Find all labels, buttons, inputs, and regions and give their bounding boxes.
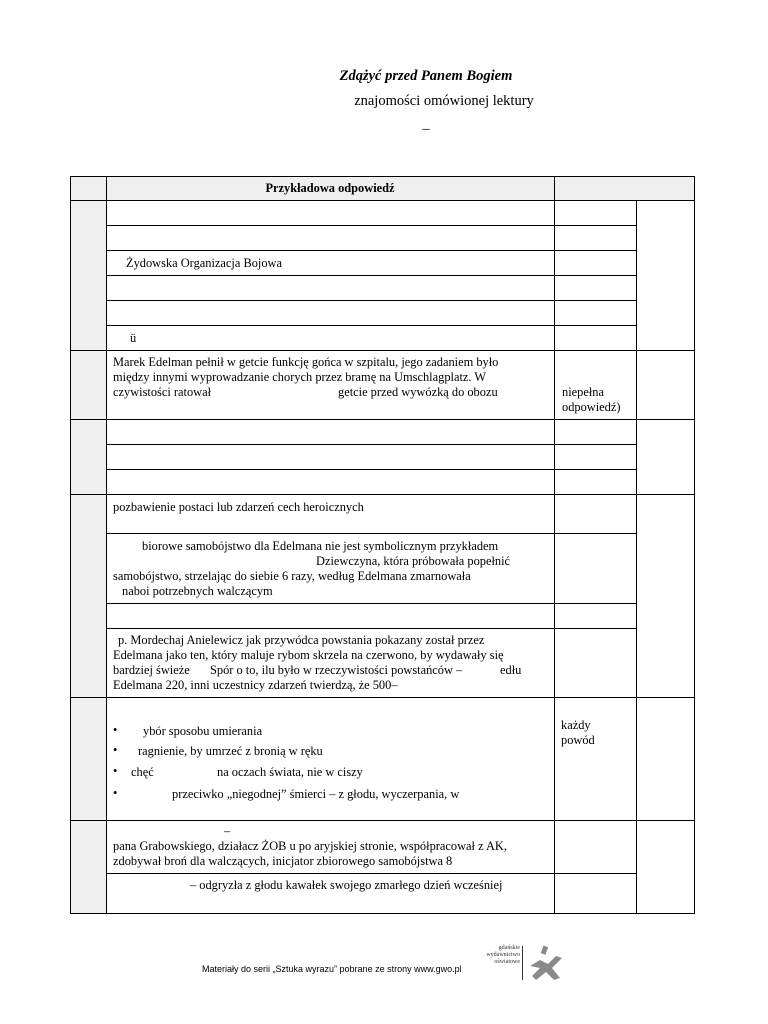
answer-anielewicz-line-3a: bardziej świeże (113, 663, 190, 677)
subrow-line (106, 533, 637, 534)
subrow-line (106, 603, 637, 604)
answer-last: – odgryzła z głodu kawałek swojego zmarłego dzień wcześniej (190, 878, 503, 892)
subrow-line (106, 275, 637, 276)
subrow-line (106, 325, 637, 326)
header-dash: – (422, 121, 430, 137)
logo-text-line-3: oświatowe (494, 959, 520, 965)
row-line (70, 200, 695, 201)
col-line-number (106, 176, 107, 914)
answer-suicide-line-1: biorowe samobójstwo dla Edelmana nie jest symbolicznym przykładem (142, 539, 499, 553)
subrow-line (106, 873, 637, 874)
answer-heroic: pozbawienie postaci lub zdarzeń cech heroicznych (113, 500, 364, 514)
points-each-line-1: każdy (561, 718, 591, 732)
col-line-points (636, 200, 637, 914)
answer-anielewicz-line-3c: edłu (500, 663, 522, 677)
row-line (70, 350, 695, 351)
bullet-2: ragnienie, by umrzeć z bronią w ręku (138, 744, 323, 758)
answer-mark: ü (130, 331, 137, 345)
points-note-line-2: odpowiedź) (562, 400, 621, 414)
row-line (70, 697, 695, 698)
table-border-right (694, 176, 695, 914)
row-line (70, 820, 695, 821)
bullet-3b: na oczach świata, nie w ciszy (217, 765, 363, 779)
table-border-left (70, 176, 71, 914)
logo-text-line-1: gdańskie (498, 945, 520, 951)
subrow-line (106, 250, 637, 251)
logo-separator (522, 946, 523, 980)
answer-grabowski-line-2: zdobywał broń dla walczących, inicjator zbiorowego samobójstwa 8 (113, 854, 453, 868)
answer-grabowski-dash: – (224, 824, 231, 838)
points-each-line-2: powód (561, 733, 595, 747)
row-line (70, 419, 695, 420)
row-line (70, 494, 695, 495)
publisher-logo-text (480, 945, 520, 966)
document-subtitle: znajomości omówionej lektury (354, 93, 534, 109)
subrow-line (106, 225, 637, 226)
answer-suicide-line-2: Dziewczyna, która próbowała popełnić (316, 554, 511, 568)
column-header-answer: Przykładowa odpowiedź (265, 181, 395, 195)
table-border-bottom (70, 913, 695, 914)
answer-anielewicz-line-3b: Spór o to, ilu było w rzeczywistości powstańców – (210, 663, 463, 677)
bullet-3a: chęć (131, 765, 154, 779)
answer-edelman-line-1: Marek Edelman pełnił w getcie funkcję gońca w szpitalu, jego zadaniem było (113, 355, 499, 369)
answer-edelman-line-3a: czywistości ratował (113, 385, 212, 399)
bullet-2-mark: • (113, 743, 118, 757)
bullet-4: przeciwko „niegodnej” śmierci – z głodu, wyczerpania, w (172, 787, 460, 801)
answer-suicide-line-3: samobójstwo, strzelając do siebie 6 razy, według Edelmana zmarnowała (113, 569, 471, 583)
bullet-4-mark: • (113, 786, 118, 800)
subrow-line (106, 444, 637, 445)
number-column-shade (70, 200, 106, 913)
subrow-line (106, 469, 637, 470)
answer-anielewicz-line-4: Edelmana 220, inni uczestnicy zdarzeń twierdzą, że 500– (113, 678, 398, 692)
bullet-1: ybór sposobu umierania (143, 724, 263, 738)
answer-anielewicz-line-1: p. Mordechaj Anielewicz jak przywódca powstania pokazany został przez (118, 633, 485, 647)
answer-edelman-line-3b: getcie przed wywózką do obozu (338, 385, 498, 399)
subrow-line (106, 628, 637, 629)
logo-text-line-2: wydawnictwo (486, 952, 520, 958)
publisher-logo-icon (526, 944, 566, 984)
bullet-3-mark: • (113, 764, 118, 778)
answer-edelman-line-2: między innymi wyprowadzanie chorych przez bramę na Umschlagplatz. W (113, 370, 487, 384)
subrow-line (106, 300, 637, 301)
answer-grabowski-line-1: pana Grabowskiego, działacz ŻOB u po aryjskiej stronie, współpracował z AK, (113, 839, 507, 853)
points-note-line-1: niepełna (562, 385, 604, 399)
table-border-top (70, 176, 695, 177)
document-title: Zdążyć przed Panem Bogiem (339, 68, 513, 84)
footer-text: Materiały do serii „Sztuka wyrazu” pobrane ze strony www.gwo.pl (202, 964, 462, 974)
answer-suicide-line-4: naboi potrzebnych walczącym (122, 584, 273, 598)
bullet-1-mark: • (113, 723, 118, 737)
col-line-answer (554, 176, 555, 914)
answer-anielewicz-line-2: Edelmana jako ten, który maluje rybom skrzela na czerwono, by wydawały się (113, 648, 504, 662)
answer-zob: Żydowska Organizacja Bojowa (126, 256, 282, 270)
